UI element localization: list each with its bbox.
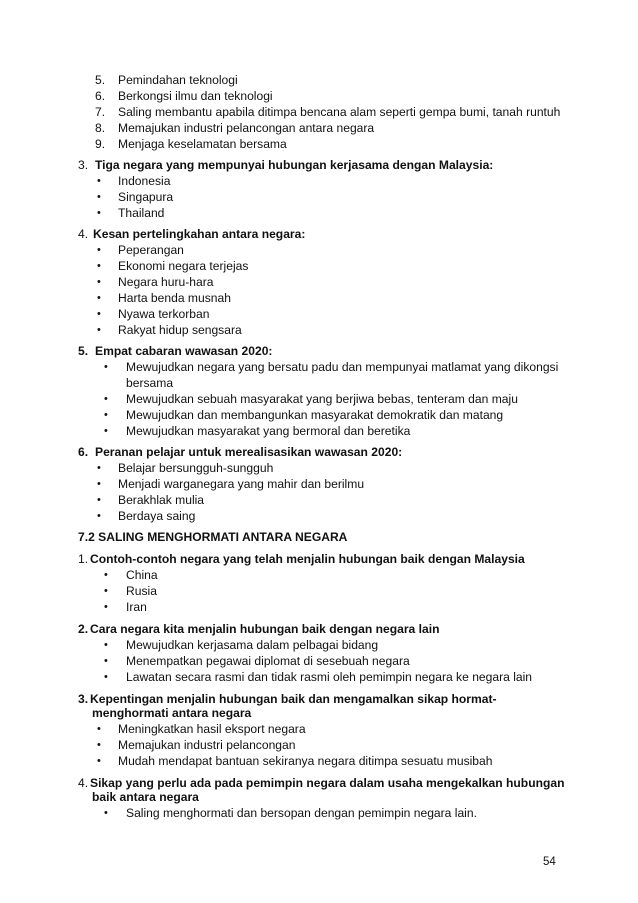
section-title: Kepentingan menjalin hubungan baik dan mengamalkan sikap hormat- — [90, 692, 497, 706]
bullet-icon: • — [104, 807, 108, 819]
item-number: 6. — [95, 89, 106, 103]
bullet-text: Negara huru-hara — [118, 275, 214, 289]
bullet-text: Mewujudkan negara yang bersatu padu dan mempunyai matlamat yang dikongsi — [126, 360, 559, 374]
bullet-text: Meningkatkan hasil eksport negara — [118, 722, 306, 736]
section-number: 3. — [78, 692, 89, 706]
item-text: Memajukan industri pelancongan antara negara — [118, 121, 375, 135]
bullet-icon: • — [97, 260, 101, 272]
bullet-icon: • — [97, 755, 101, 767]
section-title: Cara negara kita menjalin hubungan baik dengan negara lain — [90, 622, 440, 636]
bullet-icon: • — [97, 308, 101, 320]
bullet-icon: • — [104, 655, 108, 667]
bullet-icon: • — [104, 601, 108, 613]
section-number: 4. — [78, 776, 89, 790]
bullet-icon: • — [104, 671, 108, 683]
bullet-icon: • — [97, 207, 101, 219]
bullet-text-continuation: bersama — [126, 376, 174, 390]
bullet-text: Memajukan industri pelancongan — [118, 738, 296, 752]
bullet-text: Singapura — [118, 190, 174, 204]
bullet-icon: • — [97, 478, 101, 490]
section-title-continuation: baik antara negara — [92, 790, 199, 804]
bullet-icon: • — [104, 569, 108, 581]
bullet-text: Saling menghormati dan bersopan dengan pemimpin negara lain. — [126, 806, 477, 820]
section-title: Tiga negara yang mempunyai hubungan kerjasama dengan Malaysia: — [95, 158, 494, 172]
bullet-text: Thailand — [118, 206, 165, 220]
bullet-text: Ekonomi negara terjejas — [118, 259, 249, 273]
section-number: 3. — [78, 158, 89, 172]
bullet-text: Iran — [126, 600, 147, 614]
bullet-icon: • — [97, 462, 101, 474]
section-title: Empat cabaran wawasan 2020: — [95, 344, 273, 358]
section-title: Sikap yang perlu ada pada pemimpin negara dalam usaha mengekalkan hubungan — [90, 776, 565, 790]
bullet-text: Belajar bersungguh-sungguh — [118, 461, 274, 475]
bullet-icon: • — [97, 244, 101, 256]
bullet-icon: • — [97, 276, 101, 288]
item-text: Berkongsi ilmu dan teknologi — [118, 89, 273, 103]
bullet-icon: • — [104, 639, 108, 651]
bullet-text: Indonesia — [118, 174, 171, 188]
bullet-icon: • — [104, 425, 108, 437]
item-text: Saling membantu apabila ditimpa bencana alam seperti gempa bumi, tanah runtuh — [118, 105, 561, 119]
bullet-icon: • — [97, 494, 101, 506]
bullet-icon: • — [97, 175, 101, 187]
item-number: 9. — [95, 137, 106, 151]
bullet-icon: • — [97, 191, 101, 203]
section-number: 6. — [78, 445, 89, 459]
bullet-text: Mudah mendapat bantuan sekiranya negara ditimpa sesuatu musibah — [118, 754, 493, 768]
page-number: 54 — [543, 856, 556, 868]
bullet-icon: • — [97, 739, 101, 751]
bullet-text: Peperangan — [118, 243, 184, 257]
bullet-icon: • — [104, 585, 108, 597]
bullet-text: Menjadi warganegara yang mahir dan berilmu — [118, 477, 365, 491]
item-text: Pemindahan teknologi — [118, 73, 238, 87]
bullet-text: Mewujudkan dan membangunkan masyarakat demokratik dan matang — [126, 408, 504, 422]
bullet-text: Harta benda musnah — [118, 291, 231, 305]
section-number: 4. — [78, 227, 89, 241]
bullet-text: Mewujudkan masyarakat yang bermoral dan beretika — [126, 424, 411, 438]
bullet-icon: • — [104, 361, 108, 373]
item-number: 7. — [95, 105, 106, 119]
bullet-text: Berakhlak mulia — [118, 493, 205, 507]
bullet-text: Berdaya saing — [118, 509, 196, 523]
bullet-icon: • — [97, 292, 101, 304]
bullet-text: Mewujudkan kerjasama dalam pelbagai bidang — [126, 638, 379, 652]
item-number: 8. — [95, 121, 106, 135]
section-title: Kesan pertelingkahan antara negara: — [93, 227, 306, 241]
bullet-text: Nyawa terkorban — [118, 307, 210, 321]
section-number: 2. — [78, 622, 89, 636]
bullet-icon: • — [97, 324, 101, 336]
section-heading-7-2: 7.2 SALING MENGHORMATI ANTARA NEGARA — [78, 530, 348, 544]
bullet-text: China — [126, 568, 158, 582]
bullet-icon: • — [104, 409, 108, 421]
section-title: Peranan pelajar untuk merealisasikan wawasan 2020: — [95, 445, 403, 459]
section-title-continuation: menghormati antara negara — [92, 706, 252, 720]
section-number: 1. — [78, 552, 89, 566]
section-title: Contoh-contoh negara yang telah menjalin hubungan baik dengan Malaysia — [90, 552, 525, 566]
bullet-text: Rakyat hidup sengsara — [118, 323, 242, 337]
bullet-icon: • — [97, 723, 101, 735]
bullet-text: Lawatan secara rasmi dan tidak rasmi oleh pemimpin negara ke negara lain — [126, 670, 533, 684]
item-text: Menjaga keselamatan bersama — [118, 137, 287, 151]
bullet-icon: • — [104, 393, 108, 405]
bullet-text: Menempatkan pegawai diplomat di sesebuah negara — [126, 654, 410, 668]
item-number: 5. — [95, 73, 106, 87]
bullet-icon: • — [97, 510, 101, 522]
section-number: 5. — [78, 344, 89, 358]
bullet-text: Rusia — [126, 584, 157, 598]
bullet-text: Mewujudkan sebuah masyarakat yang berjiwa bebas, tenteram dan maju — [126, 392, 518, 406]
